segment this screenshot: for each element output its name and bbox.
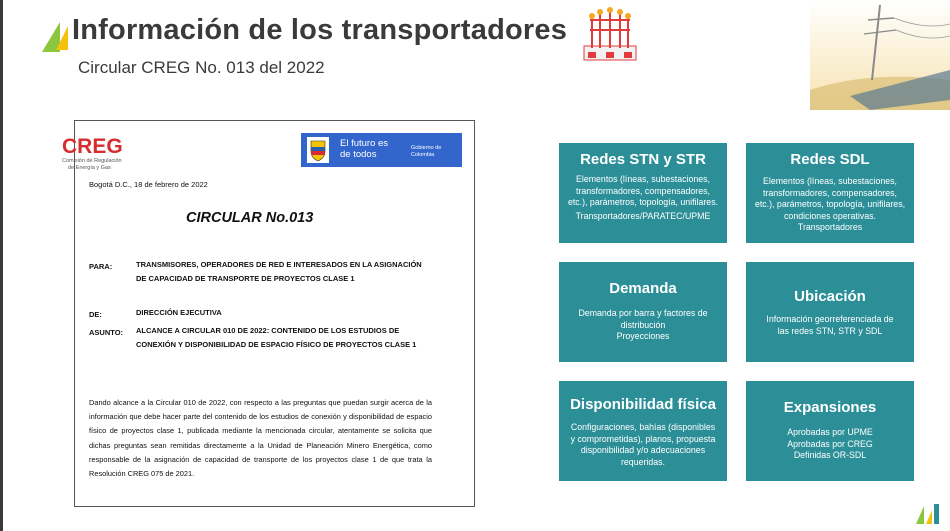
creg-caption — [62, 158, 122, 171]
card-extra: Proyecciones — [616, 331, 670, 341]
card-body: Información georreferenciada de las redes STN, STR y SDL — [766, 314, 894, 336]
colombia-shield-icon — [307, 137, 329, 163]
creg-caption-line1: Comisión de Regulación — [62, 158, 122, 164]
creg-logo — [62, 134, 132, 158]
card-extra: Transportadores — [797, 222, 863, 232]
para-label: PARA: — [89, 262, 113, 271]
card-expansiones — [746, 381, 914, 481]
corner-logo-icon — [914, 498, 942, 526]
landscape-decoration — [810, 0, 950, 110]
left-border — [0, 0, 3, 531]
asunto-label: ASUNTO: — [89, 328, 124, 337]
card-title: Redes STN y STR — [580, 151, 706, 168]
card-extra: Transportadores/PARATEC/UPME — [575, 210, 711, 221]
page-subtitle: Circular CREG No. 013 del 2022 — [78, 58, 325, 77]
card-title: Ubicación — [794, 288, 866, 305]
card-redes-stn-str — [559, 143, 727, 243]
card-ubicacion — [746, 262, 914, 362]
card-disponibilidad-fisica — [559, 381, 727, 481]
card-body: Elementos (líneas, subestaciones, transformadores, compensadores, etc.), parámetros, topología, unifilares, condiciones operativas. — [754, 176, 906, 221]
de-label: DE: — [89, 310, 102, 319]
document-date: Bogotá D.C., 18 de febrero de 2022 — [89, 180, 208, 189]
gov-main-text: El futuro es de todos — [340, 138, 389, 160]
para-value: TRANSMISORES, OPERADORES DE RED E INTERESADOS EN LA ASIGNACIÓN DE CAPACIDAD DE TRANSPORTE DE PROYECTOS CLASE 1 — [136, 260, 422, 283]
de-value: DIRECCIÓN EJECUTIVA — [136, 308, 222, 317]
asunto-value: ALCANCE A CIRCULAR 010 DE 2022: CONTENIDO DE LOS ESTUDIOS DE CONEXIÓN Y DISPONIBILIDAD DE ESPACIO FÍSICO DE PROYECTOS CLASE 1 — [136, 326, 417, 349]
card-body: Elementos (líneas, subestaciones, transformadores, compensadores, etc.), parámetros, topología, unifilares. — [567, 174, 719, 207]
card-title: Redes SDL — [790, 151, 870, 168]
card-demanda — [559, 262, 727, 362]
creg-logo-text: CREG — [62, 135, 123, 158]
page-title: Información de los transportadores — [72, 14, 568, 46]
power-tower-icon — [580, 6, 640, 64]
card-redes-sdl — [746, 143, 914, 243]
card-title: Demanda — [609, 280, 677, 297]
gov-sub-text: Gobierno de Colombia — [411, 145, 442, 158]
card-body: Aprobadas por UPME Aprobadas por CREG Definidas OR-SDL — [787, 427, 873, 460]
creg-caption-line2: de Energía y Gas — [68, 164, 111, 171]
document-heading: CIRCULAR No.013 — [186, 210, 314, 226]
card-body: Configuraciones, bahías (disponibles y comprometidas), planos, propuesta disponibilidad y/o adecuaciones requeridas. — [570, 422, 716, 467]
card-body: Demanda por barra y factores de distribución — [578, 308, 708, 330]
card-title: Expansiones — [783, 399, 877, 416]
card-title: Disponibilidad física — [570, 396, 716, 413]
document-body: Dando alcance a la Circular 010 de 2022, con respecto a las preguntas que puedan surgir acerca de la información que debe hacer parte del contenido de los estudios de conexión y disponibilidad de espacio físico de proyectos clase 1, publicada mediante la mencionada circular, atentamente se solicita que dichas preguntas sean remitidas directamente a la Unidad de Planeación Minero Energética, como responsable de la asignación de capacidad de transporte de los proyectos clase 1 de que trata la Resolución CREG 075 de 2021. — [89, 398, 432, 479]
